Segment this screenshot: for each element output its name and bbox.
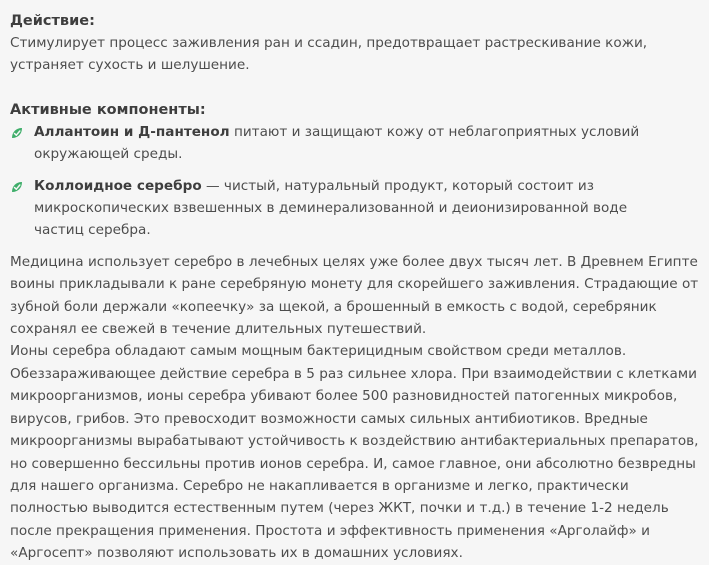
action-section	[10, 10, 709, 77]
component-text: — чистый, натуральный продукт, который состоит из микроскопических взвешенных в деминерализованной и деионизированной воде частиц серебра.	[34, 177, 628, 239]
action-heading: Действие:	[10, 13, 95, 29]
action-text: Стимулирует процесс заживления ран и ссадин, предотвращает растрескивание кожи, устраняет сухость и шелушение.	[10, 35, 648, 74]
leaf-check-icon	[10, 121, 34, 144]
body-paragraph-ions: Ионы серебра обладают самым мощным бактерицидным свойством среди металлов. Обеззараживающее действие серебра в 5 раз сильнее хлора. При взаимодействии с клетками микроорганизмов, ионы серебра убивают более 500 разновидностей патогенных микробов, вирусов, грибов. Это превосходит возможности самых сильных антибиотиков. Вредные микроорганизмы вырабатывают устойчивость к воздействию антибактериальных препаратов, но совершенно бессильны против ионов серебра. И, самое главное, они абсолютно безвредны для нашего организма. Серебро не накапливается в организме и легко, практически полностью выводится естественным путем (через ЖКТ, почки и т.д.) в течение 1-2 недель после прекращения применения. Простота и эффективность применения «Арголайф» и «Аргосепт» позволяют использовать их в домашних условиях.	[10, 343, 699, 562]
components-heading: Активные компоненты:	[10, 101, 206, 118]
component-text: питают и защищают кожу от неблагоприятных условий окружающей среды.	[34, 123, 640, 163]
component-title: Аллантоин и Д-пантенол	[34, 123, 230, 140]
component-title: Коллоидное серебро	[34, 177, 202, 194]
body-paragraph-history: Медицина использует серебро в лечебных целях уже более двух тысяч лет. В Древнем Египте воины прикладывали к ране серебряную монету для скорейшего заживления. Страдающие от зубной боли держали «копеечку» за щекой, а брошенный в емкость с водой, серебряник сохранял ее свежей в течение длительных путешествий.	[10, 253, 699, 338]
leaf-check-icon	[10, 175, 34, 198]
list-item	[10, 121, 709, 166]
body-section	[10, 251, 709, 565]
list-item	[10, 175, 709, 242]
components-list	[10, 121, 709, 242]
components-section	[10, 99, 709, 242]
